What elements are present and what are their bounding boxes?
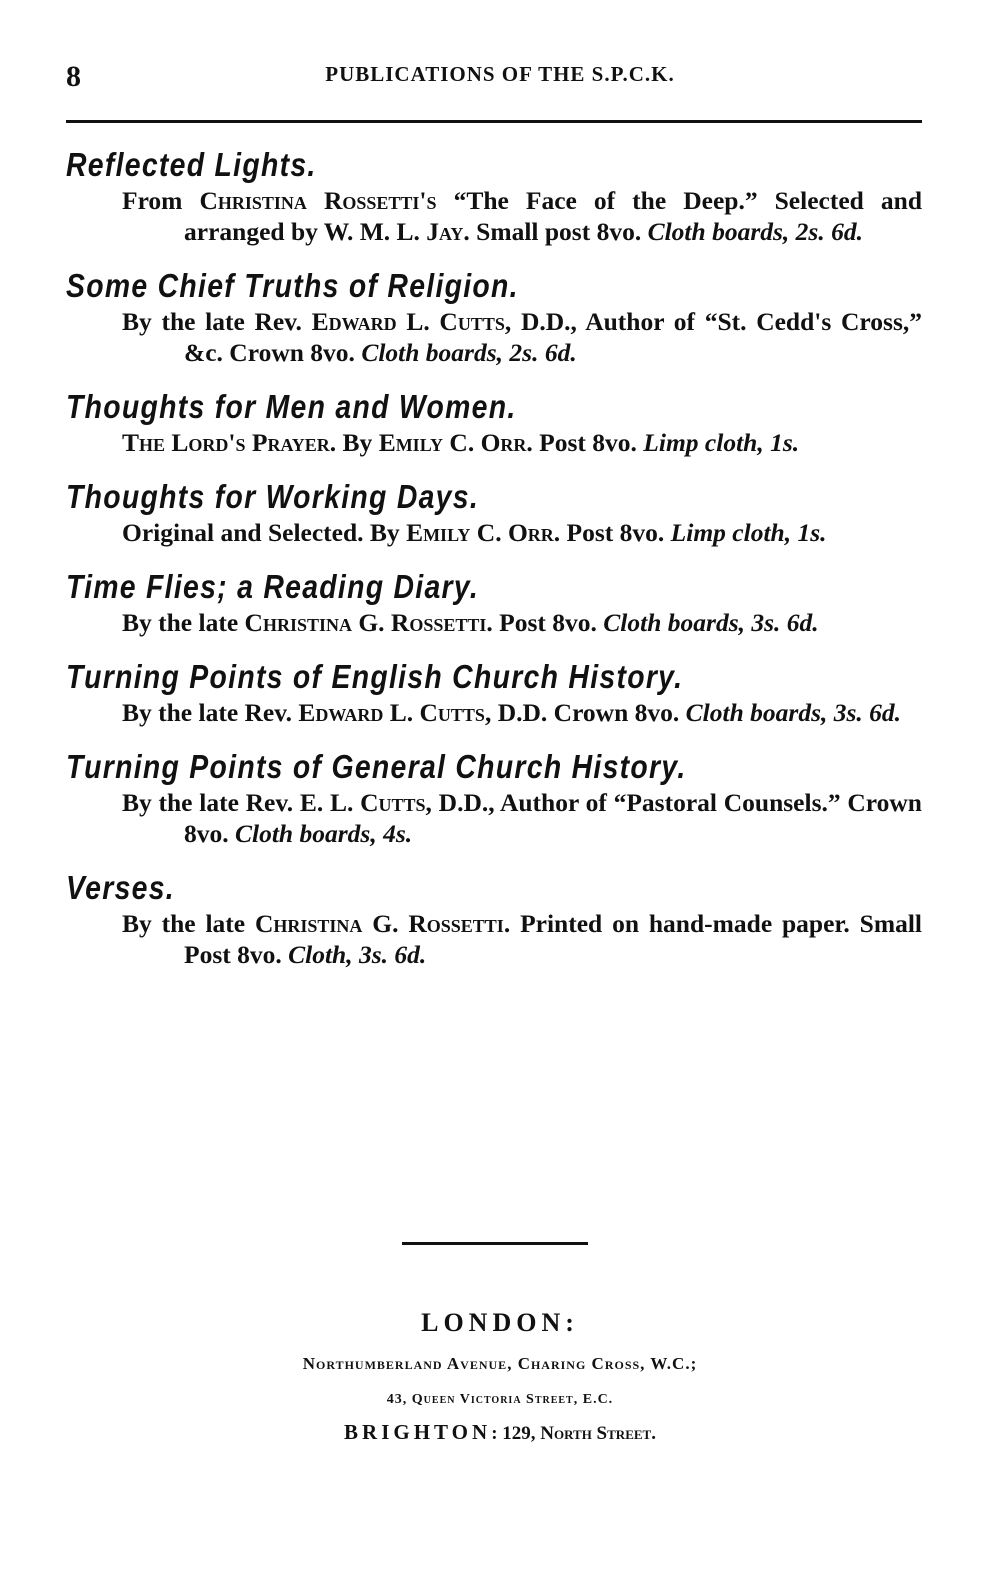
entry-title: Verses. [66,869,175,906]
desc-text: By the late Rev. E. L. [122,788,361,817]
imprint-address-brighton [0,1420,1000,1445]
binding-price: Cloth boards, 2s. 6d. [361,338,577,367]
desc-text: , D.D. Crown 8vo. [484,698,686,727]
entry-description [122,607,922,638]
imprint-address: Northumberland Avenue, Charing Cross, W.C.; [302,1354,698,1373]
binding-price: Cloth boards, 3s. 6d. [685,698,902,727]
imprint-street: : 129, North Street. [491,1423,656,1444]
desc-text: . Post 8vo. [526,428,644,457]
binding-price: Cloth boards, 2s. 6d. [647,217,863,246]
publication-entry [66,266,922,368]
desc-text: Original and Selected. By [122,518,407,547]
author-name: Christina G. Rossetti [244,608,487,637]
entry-description [122,787,922,849]
binding-price: Cloth boards, 4s. [235,819,413,848]
desc-text: . Post 8vo. [486,608,604,637]
desc-text: By the late Rev. [122,307,312,336]
binding-price: Cloth boards, 3s. 6d. [603,608,819,637]
desc-text: By the late [122,909,255,938]
binding-price: Limp cloth, 1s. [643,428,800,457]
binding-price: Cloth, 3s. 6d. [288,940,427,969]
author-name: Emily C. Orr [406,518,554,547]
entry-title: Thoughts for Working Days. [66,478,480,515]
header-rule [66,120,922,123]
author-name: Christina Rossetti's [199,186,437,215]
publication-entry [66,477,922,548]
entry-title: Some Chief Truths of Religion. [66,267,519,304]
publication-list [66,145,922,989]
author-name: Edward L. Cutts [298,698,485,727]
publication-entry [66,747,922,849]
entry-description [122,697,922,728]
entry-description [122,306,922,368]
author-name: Edward L. Cutts [311,307,505,336]
entry-title: Time Flies; a Reading Diary. [66,568,480,605]
page-number: 8 [66,60,81,93]
publication-entry [66,387,922,458]
divider-rule [402,1242,588,1245]
publication-entry [66,567,922,638]
entry-description [122,908,922,970]
entry-description [122,185,922,247]
entry-title: Turning Points of English Church History. [66,658,684,695]
binding-price: Limp cloth, 1s. [670,518,827,547]
entry-description [122,517,922,548]
subtitle: The Lord's Prayer [122,428,330,457]
desc-text: . Post 8vo. [553,518,671,547]
imprint-city-brighton: BRIGHTON [344,1420,492,1444]
entry-title: Reflected Lights. [66,146,317,183]
desc-text: , D.D., Author of “Pastoral Counsels.” Crown 8vo. [184,788,922,848]
desc-text: By the late [122,608,245,637]
imprint-address: 43, Queen Victoria Street, E.C. [386,1392,614,1407]
desc-text: . Small post 8vo. [463,217,648,246]
desc-text: , D.D., Author of “St. Cedd's Cross,” &c. Crown 8vo. [184,307,922,367]
entry-description [122,427,922,458]
author-name: Cutts [360,788,426,817]
imprint-city: LONDON: [421,1308,579,1337]
author-name: Emily C. Orr [378,428,527,457]
desc-text: “The Face of the Deep.” Selected and arranged by W. M. L. [184,186,922,246]
publication-entry [66,657,922,728]
running-title: PUBLICATIONS OF THE S.P.C.K. [325,62,675,86]
entry-title: Turning Points of General Church History. [66,748,687,785]
desc-text: . By [329,428,379,457]
desc-text: From [122,186,200,215]
author-name: Christina G. Rossetti [254,909,504,938]
publication-entry [66,145,922,247]
desc-text: By the late Rev. [122,698,299,727]
publication-entry [66,868,922,970]
entry-title: Thoughts for Men and Women. [66,388,517,425]
author-name: Jay [426,217,464,246]
desc-text: . Printed on hand-made paper. Small Post 8vo. [184,909,922,969]
